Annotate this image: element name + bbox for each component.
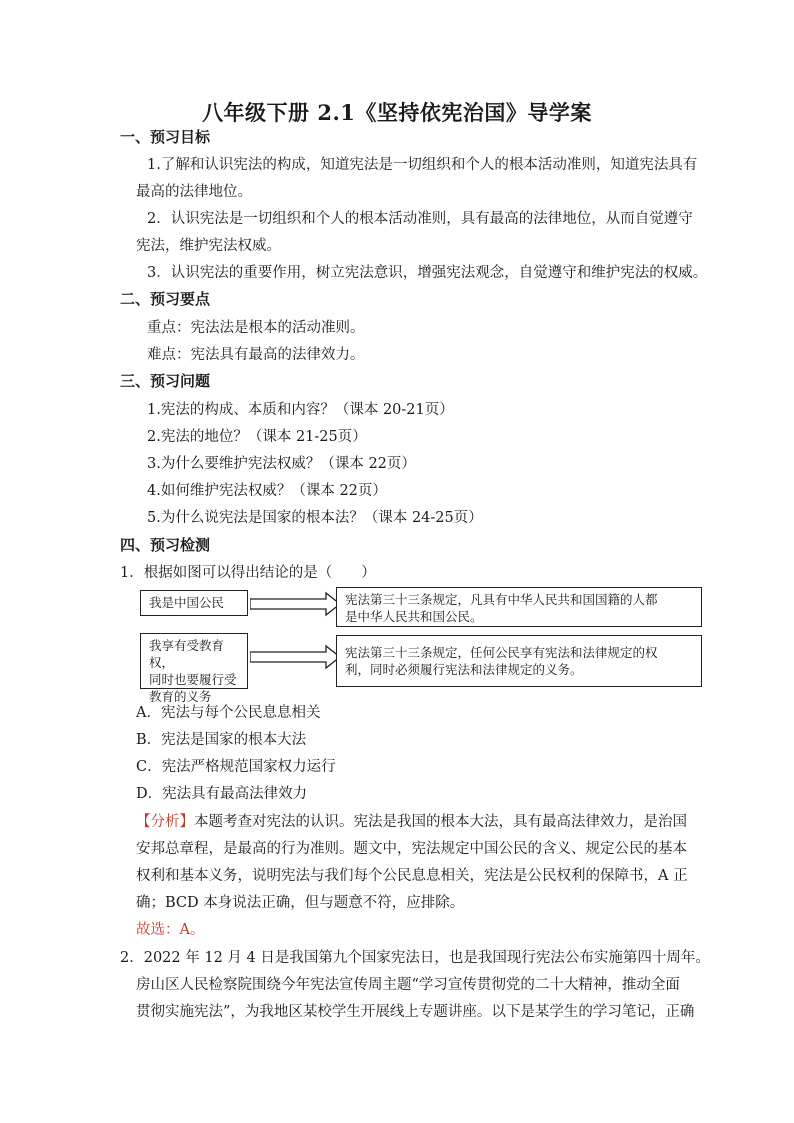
diagram-right-box-1 xyxy=(336,587,702,627)
q1-stem: 1．根据如图可以得出结论的是（ ） xyxy=(120,565,376,581)
q2-line-1: 2．2022 年 12 月 4 日是我国第九个国家宪法日，也是我国现行宪法公布实施第四十周年。 xyxy=(120,950,710,966)
diagram-right-2-line-1: 宪法第三十三条规定，任何公民享有宪法和法律规定的权 xyxy=(345,645,658,660)
page-title: 八年级下册 2.1《坚持依宪治国》导学案 xyxy=(202,100,592,125)
q1-diagram xyxy=(140,587,706,704)
q1-answer: 故选：A。 xyxy=(136,922,205,938)
diagram-left-box-1 xyxy=(140,590,248,616)
question-item: 2.宪法的地位？（课本 21-25页） xyxy=(147,429,367,445)
q1-analysis-line-3: 权利和基本义务，说明宪法与我们每个公民息息相关，宪法是公民权利的保障书，A 正 xyxy=(136,868,688,884)
section-heading-keypoints: 二、预习要点 xyxy=(120,290,211,308)
diagram-right-1-line-2: 是中华人民共和国公民。 xyxy=(345,609,483,624)
diagram-left-2-line-1: 我享有受教育权， xyxy=(149,638,225,670)
section-heading-goals: 一、预习目标 xyxy=(120,128,211,146)
q2-line-2: 房山区人民检察院围绕今年宪法宣传周主题“学习宣传贯彻党的二十大精神，推动全面 xyxy=(136,977,680,993)
goal-3: 3．认识宪法的重要作用，树立宪法意识，增强宪法观念，自觉遵守和维护宪法的权威。 xyxy=(147,265,708,281)
diagram-left-2-line-2: 同时也要履行受 xyxy=(149,672,237,687)
question-item: 5.为什么说宪法是国家的根本法？（课本 24-25页） xyxy=(147,510,483,526)
goal-1-line-1: 1.了解和认识宪法的构成，知道宪法是一切组织和个人的根本活动准则，知道宪法具有 xyxy=(147,157,698,173)
keypoint-focus: 重点：宪法法是根本的活动准则。 xyxy=(147,320,365,336)
diagram-left-2-line-3: 教育的义务 xyxy=(149,689,212,704)
q1-option-b: B．宪法是国家的根本大法 xyxy=(136,732,307,748)
diagram-right-box-2 xyxy=(336,635,702,687)
q1-option-d: D．宪法具有最高法律效力 xyxy=(136,786,308,802)
analysis-tag: 【分析】 xyxy=(136,814,194,830)
section-heading-questions: 三、预习问题 xyxy=(120,372,211,390)
goal-1-line-2: 最高的法律地位。 xyxy=(136,184,252,200)
analysis-text-1: 本题考查对宪法的认识。宪法是我国的根本大法，具有最高法律效力，是治国 xyxy=(194,814,687,830)
q1-option-c: C．宪法严格规范国家权力运行 xyxy=(136,759,336,775)
question-item: 4.如何维护宪法权威？（课本 22页） xyxy=(147,483,387,499)
question-item: 1.宪法的构成、本质和内容？（课本 20-21页） xyxy=(147,402,454,418)
section-heading-check: 四、预习检测 xyxy=(120,536,211,554)
goal-2-line-2: 宪法，维护宪法权威。 xyxy=(136,238,281,254)
q1-option-a: A．宪法与每个公民息息相关 xyxy=(136,705,321,721)
q1-analysis-line-2: 安邦总章程，是最高的行为准则。题文中，宪法规定中国公民的含义、规定公民的基本 xyxy=(136,841,687,857)
diagram-arrow-2 xyxy=(250,644,342,670)
q1-analysis-line-1 xyxy=(136,810,687,831)
diagram-left-box-2 xyxy=(140,633,248,704)
diagram-arrow-1 xyxy=(250,591,342,617)
diagram-right-1-line-1: 宪法第三十三条规定，凡具有中华人民共和国国籍的人都 xyxy=(345,592,658,607)
keypoint-difficulty: 难点：宪法具有最高的法律效力。 xyxy=(147,347,365,363)
goal-2-line-1: 2．认识宪法是一切组织和个人的根本活动准则，具有最高的法律地位，从而自觉遵守 xyxy=(147,211,693,227)
q2-line-3: 贯彻实施宪法”，为我地区某校学生开展线上专题讲座。以下是某学生的学习笔记，正确 xyxy=(136,1004,695,1020)
diagram-left-1-text: 我是中国公民 xyxy=(149,595,225,610)
diagram-right-2-line-2: 利，同时必须履行宪法和法律规定的义务。 xyxy=(345,662,583,677)
q1-analysis-line-4: 确；BCD 本身说法正确，但与题意不符，应排除。 xyxy=(136,895,465,911)
question-item: 3.为什么要维护宪法权威？（课本 22页） xyxy=(147,456,416,472)
